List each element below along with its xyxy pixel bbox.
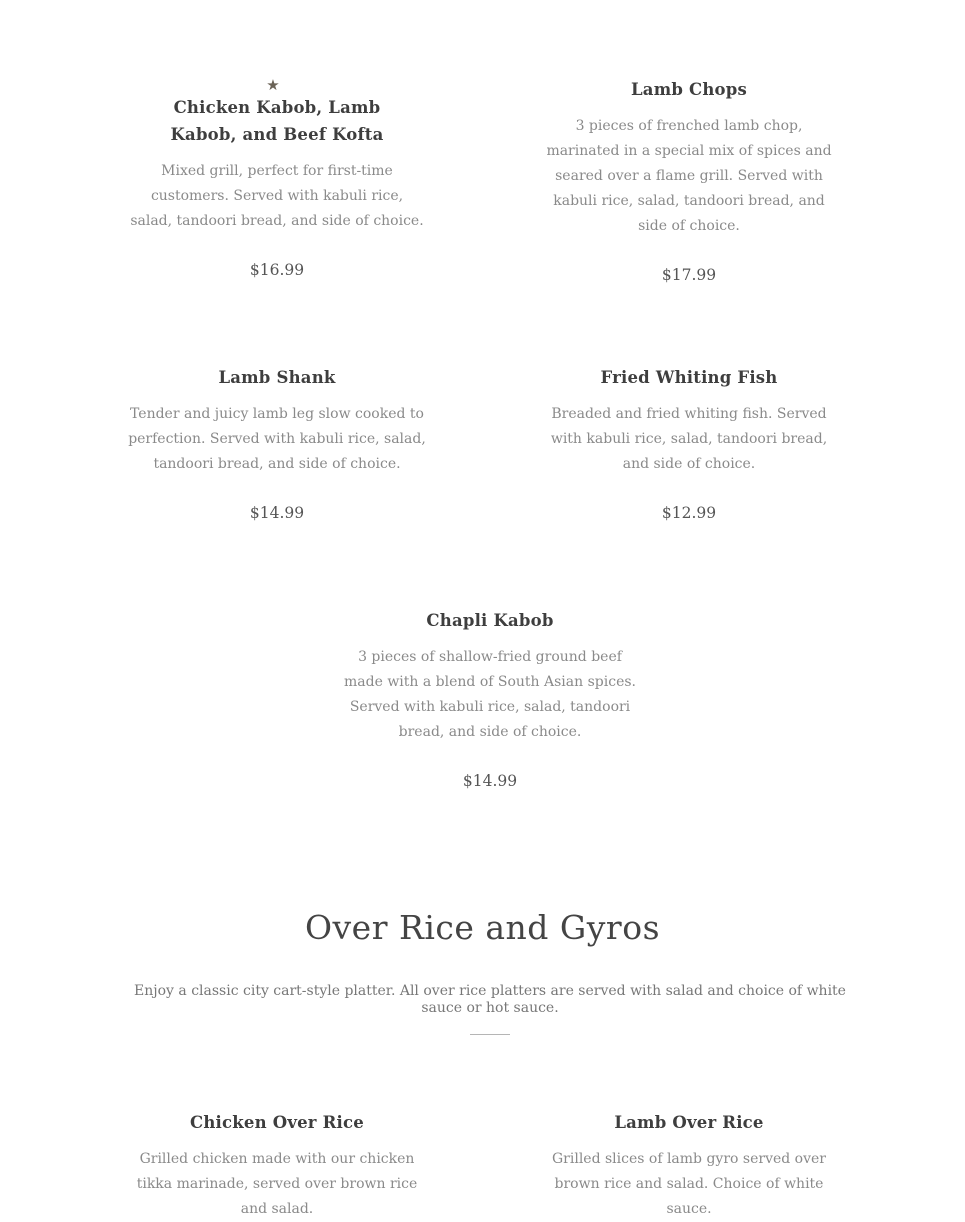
menu-item-description: Grilled chicken made with our chicken tikka marinade, served over brown rice and salad.	[136, 1151, 418, 1217]
menu-item-lamb-shank	[128, 364, 426, 523]
menu-item-description: 3 pieces of frenched lamb chop, marinated in a special mix of spices and seared over a flame grill. Served with kabuli rice, salad, tandoori bread, and side of choice.	[546, 118, 832, 234]
menu-item-title: Lamb Over Rice	[614, 1113, 764, 1132]
menu-item-price: $17.99	[661, 266, 717, 284]
menu-item-chapli-kabob	[340, 607, 640, 791]
menu-item-description: Grilled slices of lamb gyro served over brown rice and salad. Choice of white sauce.	[551, 1151, 826, 1217]
menu-item-lamb-over-rice	[536, 1109, 842, 1222]
section-description: Enjoy a classic city cart-style platter. All over rice platters are served with salad and choice of white sauce or hot sauce.	[134, 983, 846, 1016]
menu-item-chicken-lamb-kabob-beef-kofta	[128, 76, 426, 280]
menu-item-price: $14.99	[249, 504, 305, 522]
menu-item-title: Lamb Chops	[631, 80, 747, 99]
menu-item-chicken-over-rice	[124, 1109, 430, 1222]
menu-item-title: Lamb Shank	[218, 368, 336, 387]
menu-item-price: $12.99	[661, 504, 717, 522]
menu-item-price: $16.99	[249, 261, 305, 279]
menu-item-description: Mixed grill, perfect for first-time customers. Served with kabuli rice, salad, tandoori bread, and side of choice.	[130, 163, 424, 229]
section-divider	[470, 1034, 510, 1035]
menu-item-title: Chicken Over Rice	[190, 1113, 364, 1132]
menu-item-price: $14.99	[462, 772, 518, 790]
menu-item-fried-whiting-fish	[536, 364, 842, 523]
menu-item-title: Chicken Kabob, Lamb Kabob, and Beef Kofta	[170, 98, 384, 144]
menu-item-lamb-chops	[539, 76, 839, 285]
menu-item-description: Tender and juicy lamb leg slow cooked to perfection. Served with kabuli rice, salad, tandoori bread, and side of choice.	[128, 406, 426, 472]
menu-item-title: Fried Whiting Fish	[600, 368, 778, 387]
menu-item-title: Chapli Kabob	[426, 611, 554, 630]
star-icon: ★	[266, 76, 280, 94]
section-title: Over Rice and Gyros	[304, 908, 661, 947]
menu-item-description: 3 pieces of shallow-fried ground beef made with a blend of South Asian spices. Served with kabuli rice, salad, tandoori bread, and side of choice.	[344, 649, 636, 740]
menu-item-description: Breaded and fried whiting fish. Served with kabuli rice, salad, tandoori bread, and side of choice.	[550, 406, 828, 472]
